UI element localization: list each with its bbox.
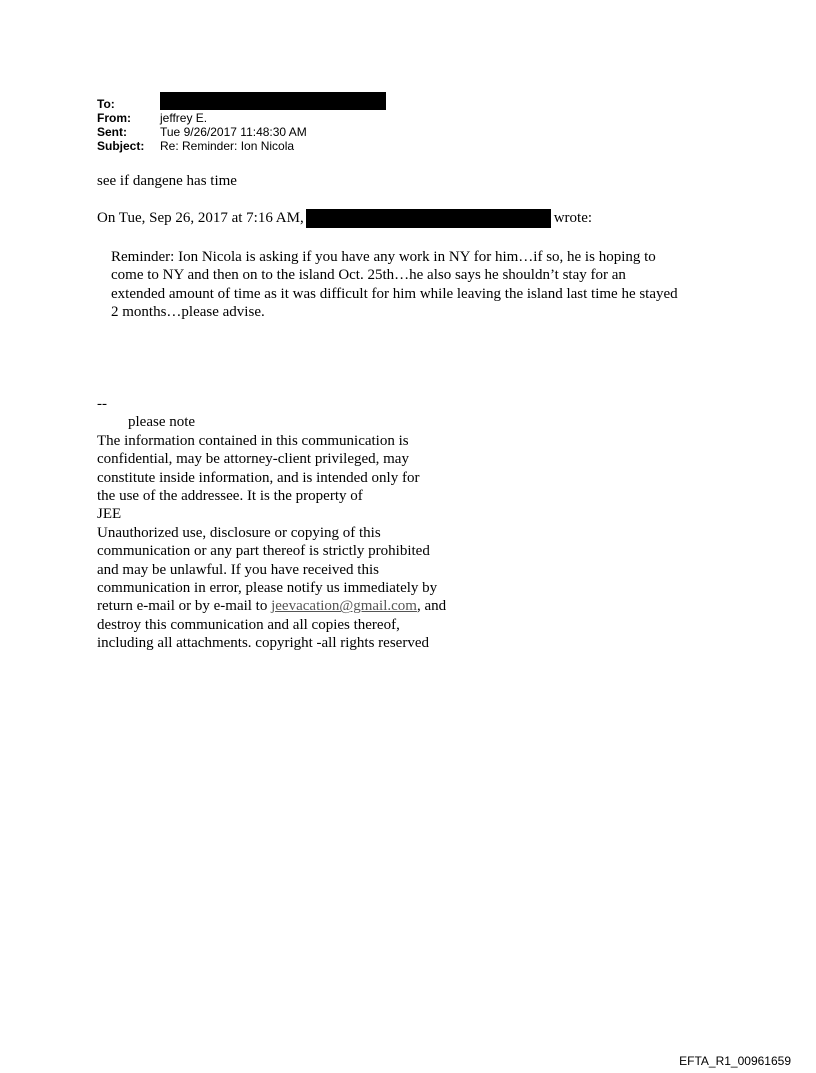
- attribution-suffix: wrote:: [553, 210, 593, 226]
- quoted-line: 2 months…please advise.: [111, 304, 265, 321]
- disclaimer-line: and may be unlawful. If you have received this: [97, 561, 379, 578]
- link-suffix: , and: [416, 598, 447, 615]
- email-link[interactable]: jeevacation@gmail.com: [271, 598, 417, 615]
- signature-block: [97, 395, 446, 653]
- sent-value: Tue 9/26/2017 11:48:30 AM: [160, 125, 307, 139]
- email-header: [97, 97, 386, 153]
- attribution-prefix: On Tue, Sep 26, 2017 at 7:16 AM,: [97, 210, 304, 226]
- quoted-line: come to NY and then on to the island Oct. 25th…he also says he shouldn’t stay for an: [111, 267, 626, 284]
- quote-attribution: [97, 209, 592, 228]
- quoted-line: extended amount of time as it was difficult for him while leaving the island last time he stayed: [111, 285, 678, 302]
- disclaimer-line: confidential, may be attorney-client privileged, may: [97, 451, 409, 468]
- sent-row: [97, 125, 386, 139]
- reply-text: see if dangene has time: [97, 173, 237, 189]
- signature-note: please note: [128, 414, 196, 431]
- from-row: [97, 111, 386, 125]
- disclaimer-line: communication in error, please notify us immediately by: [97, 580, 438, 597]
- quoted-message: [111, 248, 731, 322]
- disclaimer-line: including all attachments. copyright -all rights reserved: [97, 635, 429, 652]
- subject-label: Subject:: [97, 139, 145, 153]
- disclaimer-line: constitute inside information, and is intended only for: [97, 469, 420, 486]
- document-id: EFTA_R1_00961659: [679, 1054, 791, 1068]
- disclaimer-line: the use of the addressee. It is the property of: [97, 488, 363, 505]
- disclaimer-line: destroy this communication and all copies thereof,: [97, 616, 400, 633]
- disclaimer-line: JEE: [97, 506, 122, 523]
- quoted-line: Reminder: Ion Nicola is asking if you have any work in NY for him…if so, he is hoping to: [111, 249, 656, 265]
- to-row: [97, 97, 386, 111]
- signature-separator: --: [97, 396, 107, 412]
- disclaimer-line: communication or any part thereof is strictly prohibited: [97, 543, 430, 560]
- disclaimer-line: The information contained in this communication is: [97, 432, 409, 449]
- disclaimer-line: [97, 597, 446, 615]
- link-prefix: return e-mail or by e-mail to: [97, 598, 272, 615]
- subject-row: [97, 139, 386, 153]
- disclaimer-line: Unauthorized use, disclosure or copying of this: [97, 524, 381, 541]
- to-value: [160, 97, 386, 111]
- to-label: To:: [97, 97, 115, 111]
- sent-label: Sent:: [97, 125, 127, 139]
- from-label: From:: [97, 111, 131, 125]
- redaction-box: [160, 92, 386, 110]
- from-value: jeffrey E.: [160, 111, 208, 125]
- redaction-box: [306, 209, 551, 228]
- subject-value: Re: Reminder: Ion Nicola: [160, 139, 295, 153]
